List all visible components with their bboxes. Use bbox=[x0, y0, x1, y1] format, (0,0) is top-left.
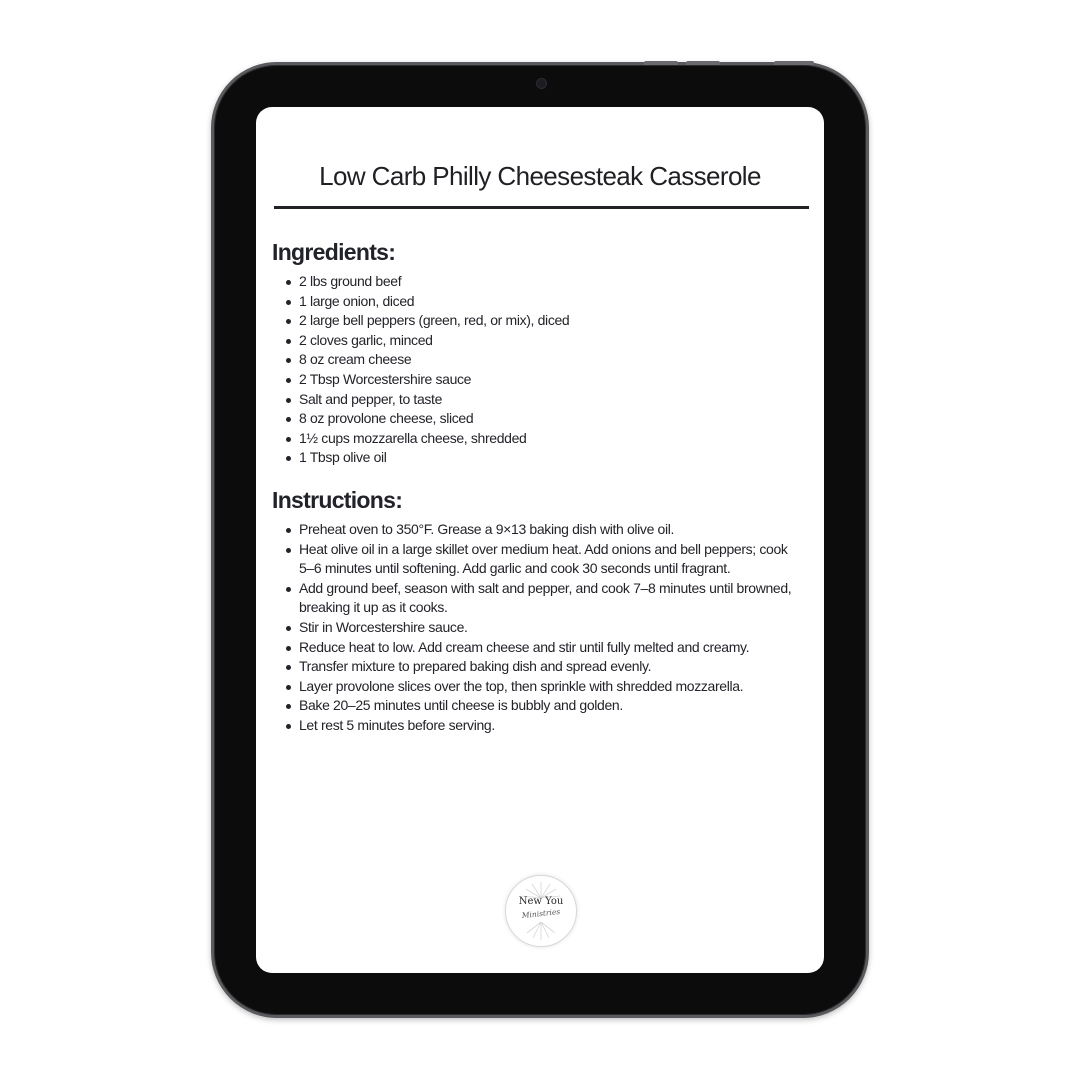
recipe-screen[interactable] bbox=[256, 107, 824, 973]
instruction-step: Let rest 5 minutes before serving. bbox=[256, 716, 796, 736]
volume-button-2 bbox=[686, 61, 720, 65]
power-button bbox=[774, 61, 814, 65]
instructions-list bbox=[256, 520, 796, 736]
ingredient-item: 1 Tbsp olive oil bbox=[256, 448, 796, 468]
camera-dot-icon bbox=[537, 79, 546, 88]
brand-logo bbox=[505, 875, 577, 947]
instruction-step: Layer provolone slices over the top, then sprinkle with shredded mozzarella. bbox=[256, 677, 796, 697]
ingredient-item: 8 oz provolone cheese, sliced bbox=[256, 409, 796, 429]
recipe-title: Low Carb Philly Cheesesteak Casserole bbox=[319, 161, 761, 191]
instruction-step: Stir in Worcestershire sauce. bbox=[256, 618, 796, 638]
title-divider bbox=[274, 206, 809, 209]
ingredient-item: 1 large onion, diced bbox=[256, 292, 796, 312]
logo-text-primary: New You bbox=[518, 896, 564, 907]
instruction-step: Add ground beef, season with salt and pepper, and cook 7–8 minutes until browned, breaking it up as it cooks. bbox=[256, 579, 796, 618]
logo-text-script: Ministries bbox=[521, 907, 561, 920]
tablet-device bbox=[211, 62, 869, 1018]
ingredient-item: Salt and pepper, to taste bbox=[256, 390, 796, 410]
instruction-step: Bake 20–25 minutes until cheese is bubbly and golden. bbox=[256, 696, 796, 716]
instruction-step: Preheat oven to 350°F. Grease a 9×13 baking dish with olive oil. bbox=[256, 520, 796, 540]
ingredients-heading: Ingredients: bbox=[272, 239, 396, 265]
ingredients-list bbox=[256, 272, 796, 468]
instruction-step: Transfer mixture to prepared baking dish and spread evenly. bbox=[256, 657, 796, 677]
instruction-step: Reduce heat to low. Add cream cheese and stir until fully melted and creamy. bbox=[256, 638, 796, 658]
ingredient-item: 1½ cups mozzarella cheese, shredded bbox=[256, 429, 796, 449]
instruction-step: Heat olive oil in a large skillet over medium heat. Add onions and bell peppers; cook 5–6 minutes until softening. Add garlic and cook 30 seconds until fragrant. bbox=[256, 540, 796, 579]
ingredient-item: 2 Tbsp Worcestershire sauce bbox=[256, 370, 796, 390]
ingredient-item: 8 oz cream cheese bbox=[256, 350, 796, 370]
volume-button bbox=[644, 61, 678, 65]
ingredient-item: 2 large bell peppers (green, red, or mix), diced bbox=[256, 311, 796, 331]
ingredient-item: 2 lbs ground beef bbox=[256, 272, 796, 292]
instructions-heading: Instructions: bbox=[272, 487, 403, 513]
ingredient-item: 2 cloves garlic, minced bbox=[256, 331, 796, 351]
